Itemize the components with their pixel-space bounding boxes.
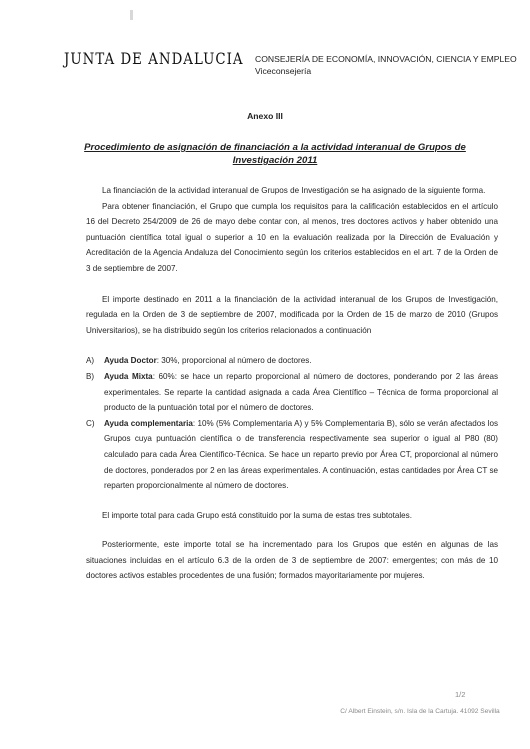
criteria-marker: C) [86,418,95,428]
viceconsejeria-name: Viceconsejería [255,65,312,76]
criteria-label: Ayuda Doctor [104,356,157,366]
criteria-item-b [86,369,498,416]
criteria-label: Ayuda complementaria [104,418,193,428]
criteria-text: : 30%, proporcional al número de doctores. [156,356,312,366]
final-paragraph: Posteriormente, este importe total se ha incrementado para los Grupos que estén en algunas de las situaciones incluidas en el artículo 6.3 de la orden de 3 de septiembre de 2007: emergentes; con más de 10 doctores activos estables procedentes de una fusión; formados mayoritariamente por mujeres. [86,540,498,581]
scan-artifact [130,10,133,20]
page-number: 1/2 [455,690,466,699]
junta-logo: JUNTA DE ANDALUCIA [64,50,244,68]
criteria-label: Ayuda Mixta [104,371,153,381]
criteria-item-c [86,416,498,494]
criteria-text: : 60%: se hace un reparto proporcional al número de doctores, ponderando por 2 las áreas experimentales. Se reparte la cantidad asignada a cada Área Científico – Técnica de forma proporcional al producto de la puntuación total por el número de doctores. [104,371,498,413]
consejeria-name: CONSEJERÍA DE ECONOMÍA, INNOVACIÓN, CIENCIA Y EMPLEO [255,54,517,64]
consejeria-header [255,54,517,77]
total-paragraph: El importe total para cada Grupo está constituido por la suma de estas tres subtotales. [102,510,412,520]
criteria-marker: A) [86,356,95,366]
footer-address: C/ Albert Einstein, s/n. Isla de la Cartuja. 41092 Sevilla [340,708,500,715]
criteria-item-a [86,353,498,369]
eligibility-paragraph: Para obtener financiación, el Grupo que cumpla los requisitos para la calificación establecidos en el artículo 16 del Decreto 254/2009 de 26 de mayo debe contar con, al menos, tres doctores activos y haber obtenido una puntuación científica total igual o superior a 10 en la evaluación realizada por la Dirección de Evaluación y Acreditación de la Agencia Andaluza del Conocimiento según los criterios establecidos en el art. 7 de la Orden de 3 de septiembre de 2007. [86,201,498,273]
criteria-list [86,353,498,493]
amount-paragraph: El importe destinado en 2011 a la financiación de la actividad interanual de los Grupos de Investigación, regulada en la Orden de 3 de septiembre de 2007, modificada por la Orden de 15 de marzo de 2010 (Grupos Universitarios), se ha distribuido según los criterios relacionados a continuación [86,294,498,335]
criteria-marker: B) [86,371,95,381]
document-title: Procedimiento de asignación de financiación a la actividad interanual de Grupos de Investigación 2011 [84,142,466,166]
annex-label: Anexo III [247,111,283,121]
criteria-text: : 10% (5% Complementaria A) y 5% Complementaria B), sólo se verán afectados los Grupos cuya puntuación científica o de transferencia respectivamente sea superior o igual al P80 (80) calculado para cada Área Científico-Técnica. Se hace un reparto previo por Área CT, proporcional al número de doctores, ponderados por 2 en las áreas experimentales. A continuación, estas cantidades por Área CT se reparten proporcionalmente al número de doctores. [104,418,498,491]
document-body [86,183,498,584]
intro-paragraph: La financiación de la actividad interanual de Grupos de Investigación se ha asignado de la siguiente forma. [102,186,486,195]
